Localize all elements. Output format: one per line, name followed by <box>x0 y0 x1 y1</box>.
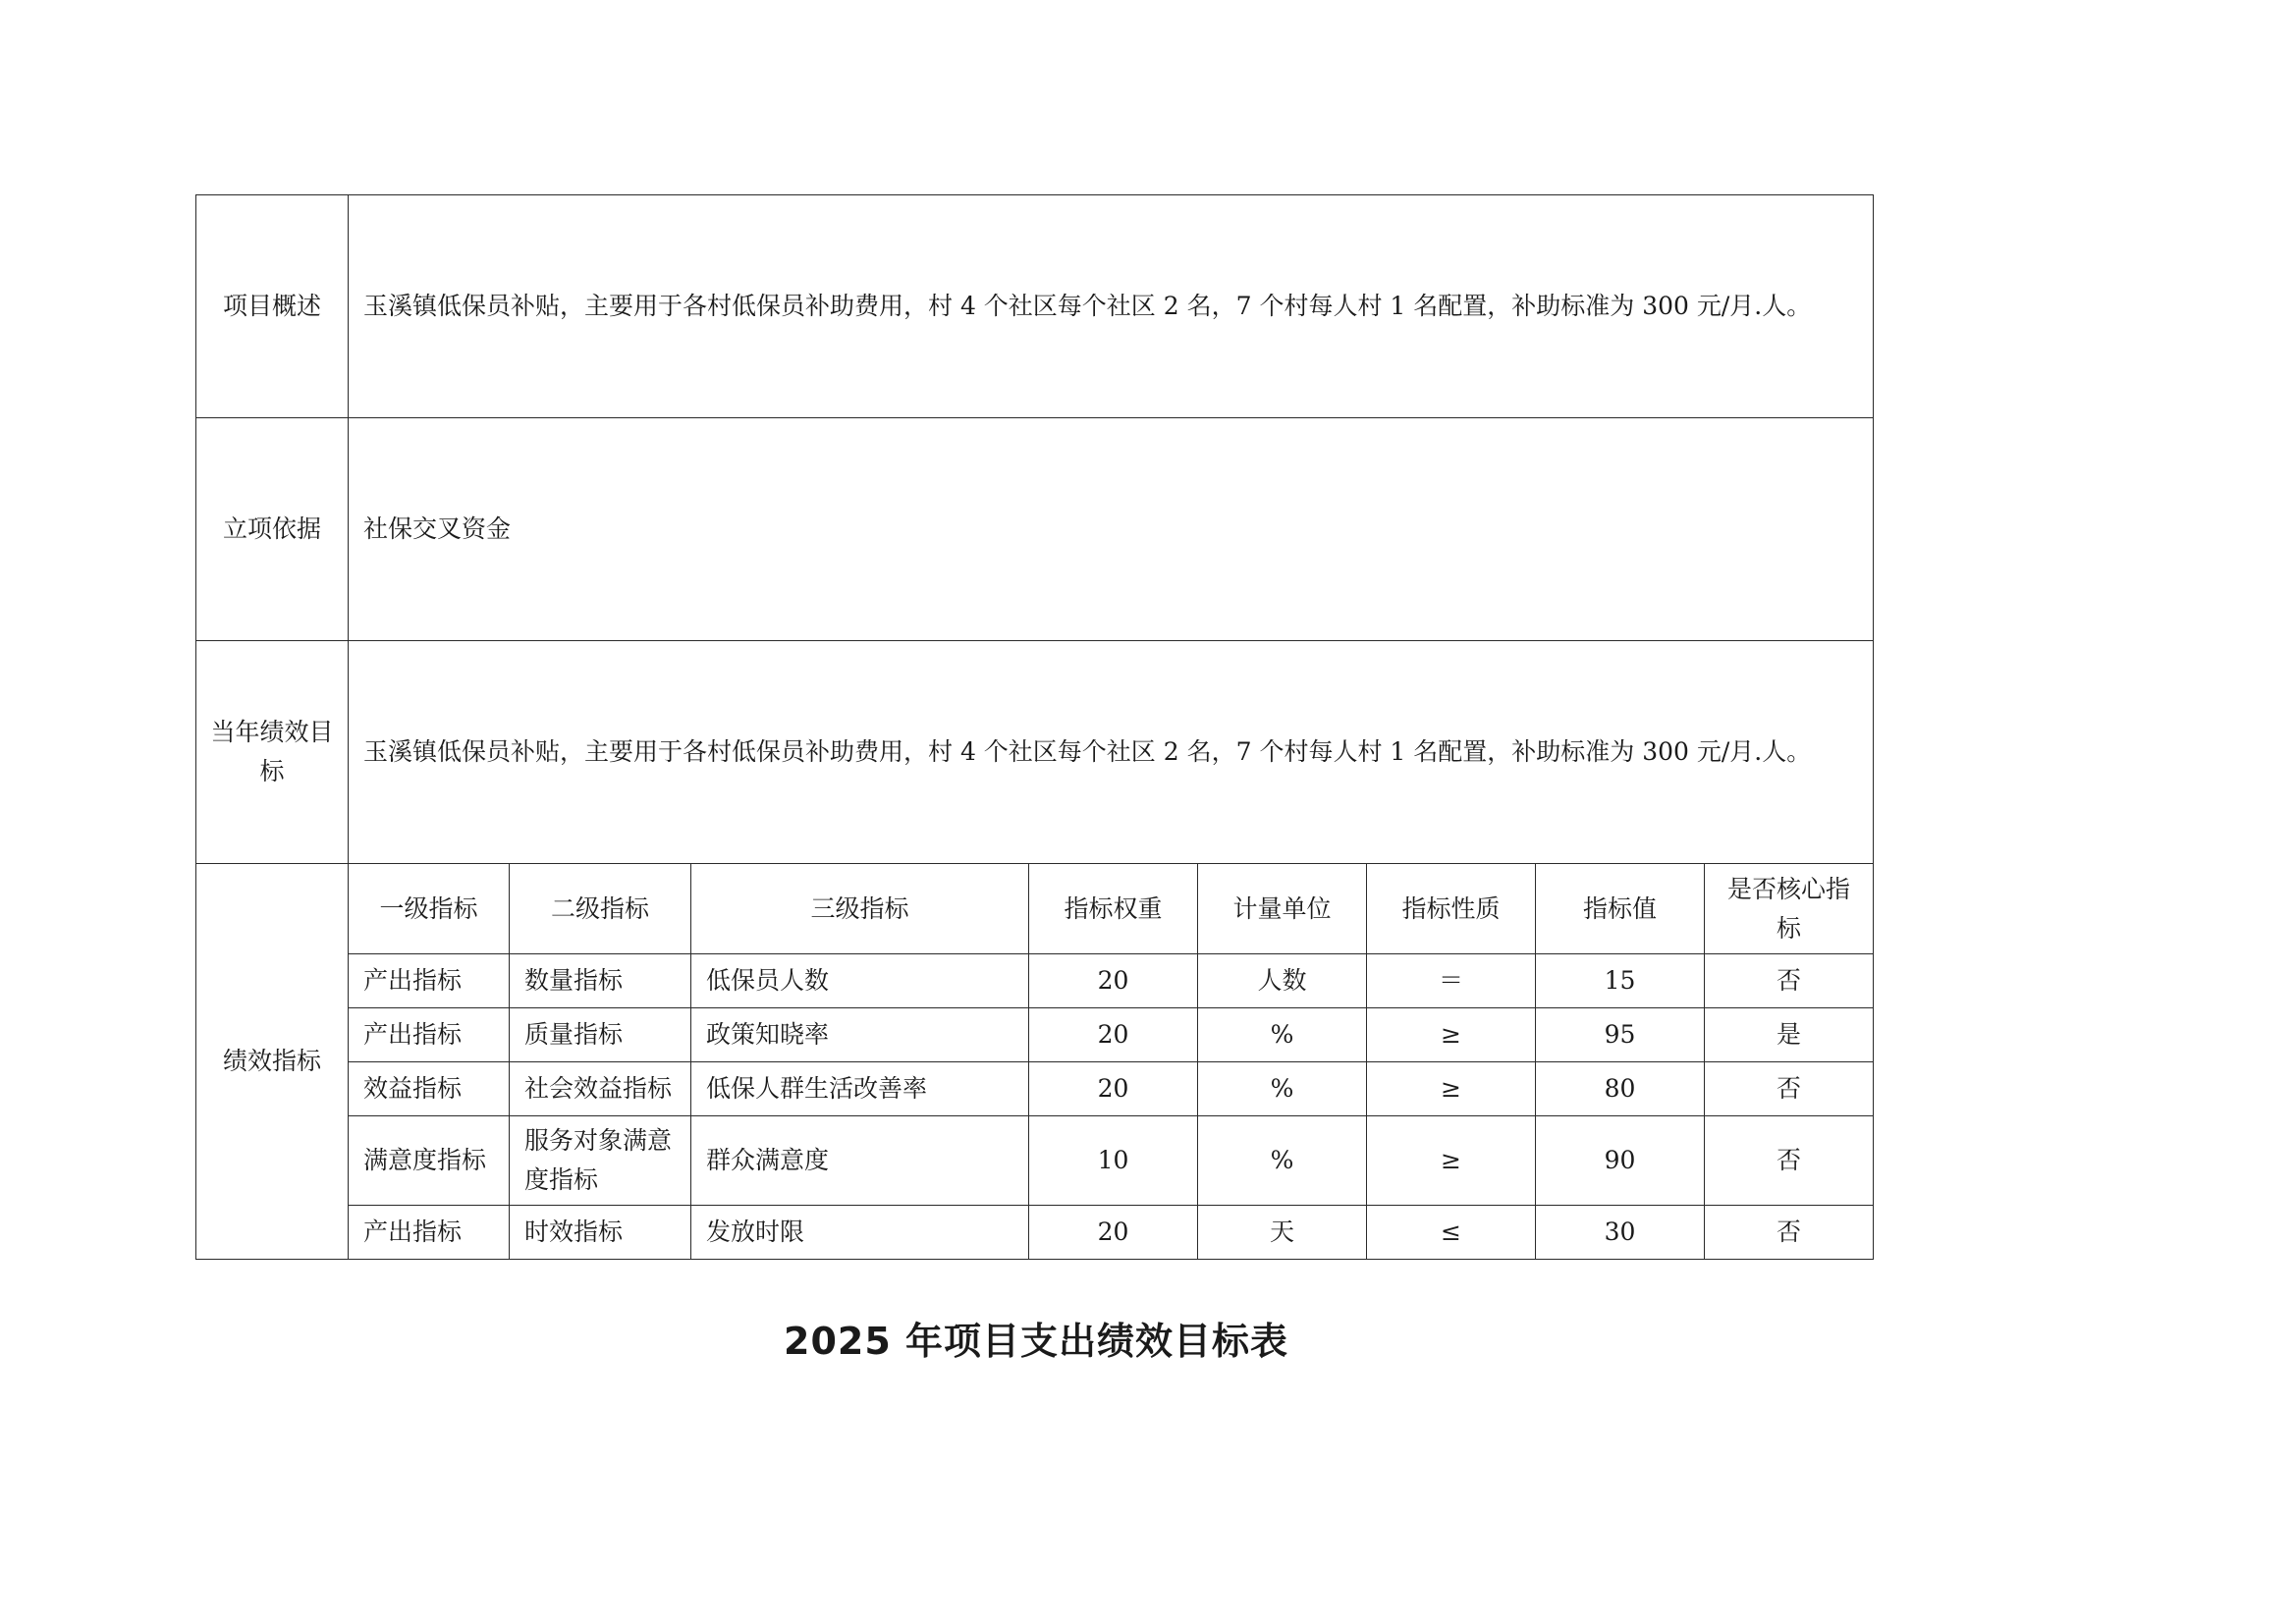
cell-level2: 质量指标 <box>510 1008 691 1062</box>
cell-value: 95 <box>1536 1008 1705 1062</box>
cell-core: 是 <box>1705 1008 1874 1062</box>
cell-level2: 时效指标 <box>510 1206 691 1260</box>
cell-level2: 服务对象满意度指标 <box>510 1116 691 1206</box>
cell-level1: 产出指标 <box>349 954 510 1008</box>
cell-nature: ≥ <box>1367 1116 1536 1206</box>
header-level1: 一级指标 <box>349 864 510 954</box>
indicators-label: 绩效指标 <box>196 864 349 1260</box>
overview-label: 项目概述 <box>196 195 349 418</box>
cell-nature: ≥ <box>1367 1008 1536 1062</box>
goal-label: 当年绩效目标 <box>196 641 349 864</box>
table-row <box>196 954 1874 1008</box>
cell-weight: 20 <box>1029 954 1198 1008</box>
cell-weight: 10 <box>1029 1116 1198 1206</box>
cell-unit: % <box>1198 1008 1367 1062</box>
cell-level3: 群众满意度 <box>691 1116 1029 1206</box>
overview-text: 玉溪镇低保员补贴，主要用于各村低保员补助费用，村 4 个社区每个社区 2 名，7 个村每人村 1 名配置，补助标准为 300 元/月.人。 <box>349 195 1874 418</box>
cell-level3: 低保人群生活改善率 <box>691 1062 1029 1116</box>
cell-unit: 人数 <box>1198 954 1367 1008</box>
cell-value: 30 <box>1536 1206 1705 1260</box>
performance-target-table <box>195 194 1874 1260</box>
cell-level1: 效益指标 <box>349 1062 510 1116</box>
header-nature: 指标性质 <box>1367 864 1536 954</box>
overview-row <box>196 195 1874 418</box>
cell-level3: 发放时限 <box>691 1206 1029 1260</box>
header-unit: 计量单位 <box>1198 864 1367 954</box>
cell-unit: % <box>1198 1116 1367 1206</box>
header-weight: 指标权重 <box>1029 864 1198 954</box>
basis-label: 立项依据 <box>196 418 349 641</box>
goal-text: 玉溪镇低保员补贴，主要用于各村低保员补助费用，村 4 个社区每个社区 2 名，7 个村每人村 1 名配置，补助标准为 300 元/月.人。 <box>349 641 1874 864</box>
page-title: 2025 年项目支出绩效目标表 <box>784 1320 1288 1363</box>
cell-nature: ≥ <box>1367 1062 1536 1116</box>
header-value: 指标值 <box>1536 864 1705 954</box>
cell-weight: 20 <box>1029 1062 1198 1116</box>
cell-level3: 低保员人数 <box>691 954 1029 1008</box>
cell-core: 否 <box>1705 954 1874 1008</box>
cell-value: 90 <box>1536 1116 1705 1206</box>
basis-row <box>196 418 1874 641</box>
cell-unit: 天 <box>1198 1206 1367 1260</box>
cell-nature: ＝ <box>1367 954 1536 1008</box>
cell-weight: 20 <box>1029 1008 1198 1062</box>
table-row <box>196 1116 1874 1206</box>
table-row <box>196 1062 1874 1116</box>
cell-value: 80 <box>1536 1062 1705 1116</box>
indicator-header-row <box>196 864 1874 954</box>
cell-core: 否 <box>1705 1062 1874 1116</box>
basis-text: 社保交叉资金 <box>349 418 1874 641</box>
cell-level2: 社会效益指标 <box>510 1062 691 1116</box>
cell-unit: % <box>1198 1062 1367 1116</box>
table-row <box>196 1008 1874 1062</box>
cell-value: 15 <box>1536 954 1705 1008</box>
header-core: 是否核心指标 <box>1705 864 1874 954</box>
header-level3: 三级指标 <box>691 864 1029 954</box>
cell-weight: 20 <box>1029 1206 1198 1260</box>
goal-row <box>196 641 1874 864</box>
header-level2: 二级指标 <box>510 864 691 954</box>
cell-level1: 满意度指标 <box>349 1116 510 1206</box>
cell-level1: 产出指标 <box>349 1008 510 1062</box>
cell-level2: 数量指标 <box>510 954 691 1008</box>
cell-core: 否 <box>1705 1206 1874 1260</box>
table-row <box>196 1206 1874 1260</box>
cell-level3: 政策知晓率 <box>691 1008 1029 1062</box>
cell-nature: ≤ <box>1367 1206 1536 1260</box>
cell-level1: 产出指标 <box>349 1206 510 1260</box>
cell-core: 否 <box>1705 1116 1874 1206</box>
